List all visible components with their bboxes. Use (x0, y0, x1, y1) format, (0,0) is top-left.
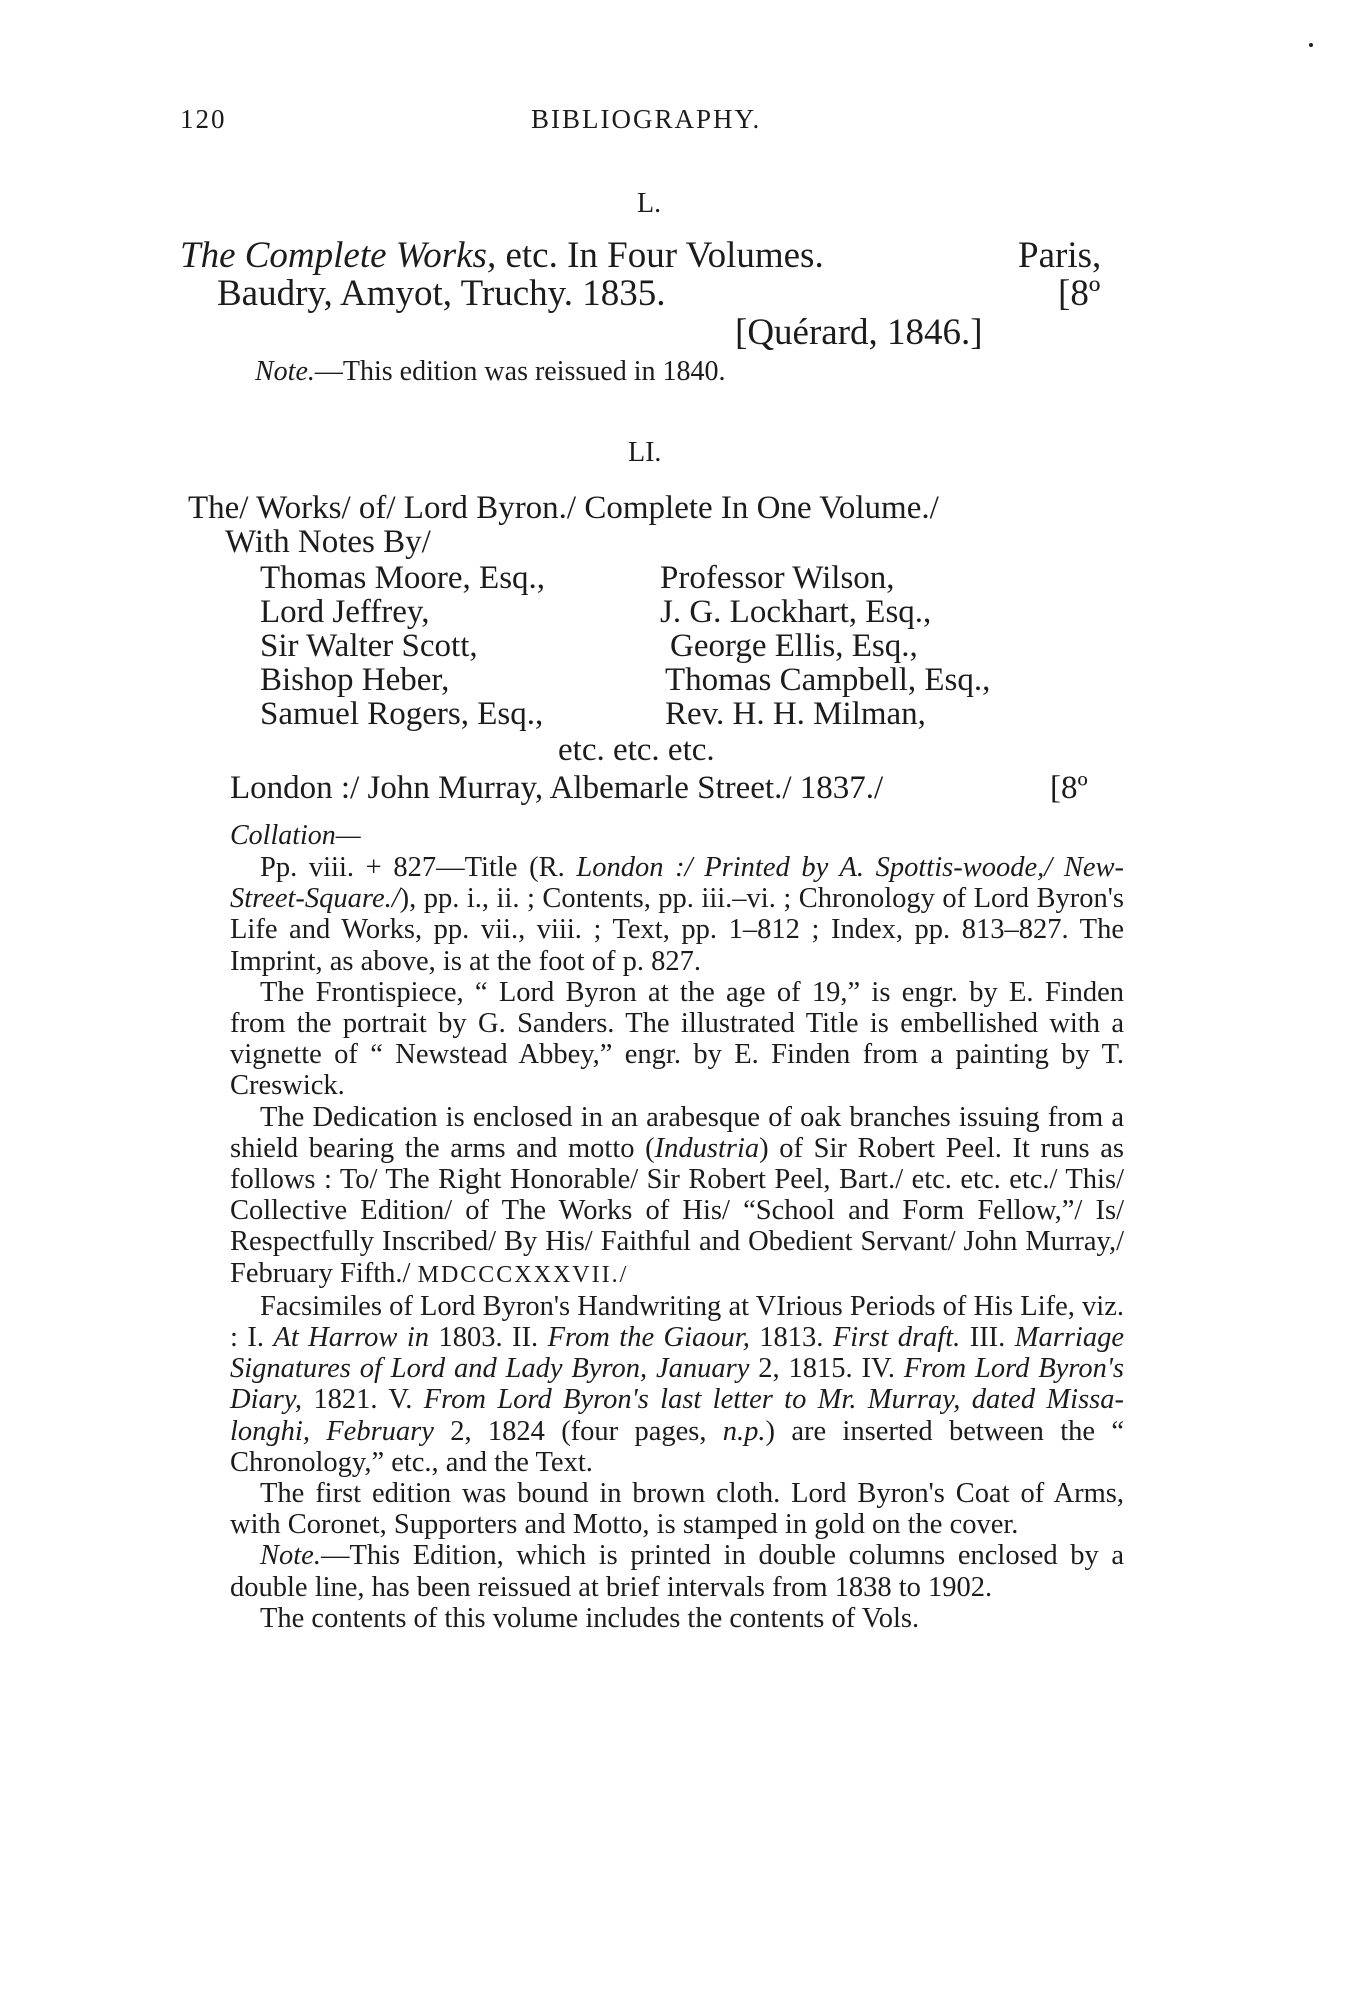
collation-label: Collation— (230, 820, 361, 851)
page-number: 120 (180, 104, 227, 134)
entry-l-title: The Complete Works, (180, 235, 497, 276)
contributor-right: J. G. Lockhart, Esq., (660, 594, 932, 630)
contents-paragraph: The contents of this volume includes the contents of Vols. (260, 1602, 920, 1634)
contributor-right: Professor Wilson, (660, 560, 895, 596)
entry-li-numeral: LI. (628, 437, 662, 468)
contributor-left: Thomas Moore, Esq., (260, 560, 546, 596)
entry-l-publisher: Baudry, Amyot, Truchy. 1835. (217, 273, 666, 314)
entry-l-volumes: etc. In Four Volumes. (505, 235, 824, 276)
facsimiles-paragraph: Facsimiles of Lord Byron's Handwriting at VIrious Periods of His Life, viz. : I. At Harrow in 1803. II. From the Giaour, 1813. First draft. III. Marriage Signatures of Lord and Lady Byron, January 2, 1815. IV. From Lord Byron's Diary, 1821. V. From Lord Byron's last letter to Mr. Murray, dated Missa-longhi, February 2, 1824 (four pages, n.p.) are inserted between the “ Chronology,” etc., and the Text. (230, 1290, 1125, 1478)
contributor-left: Sir Walter Scott, (260, 628, 478, 664)
binding-paragraph: The first edition was bound in brown cloth. Lord Byron's Coat of Arms, with Coronet, Supporters and Motto, is stamped in gold on the cover. (230, 1478, 1124, 1541)
entry-li-etc: etc. etc. etc. (558, 732, 715, 768)
running-title: BIBLIOGRAPHY. (531, 104, 762, 134)
entry-li-imprint: London :/ John Murray, Albemarle Street./ 1837./ (230, 770, 884, 806)
entry-li-format: [8º (1050, 770, 1088, 806)
entry-l-format: [8º (1058, 273, 1101, 314)
entry-li-body (230, 852, 1124, 1634)
note-paragraph: Note.—This Edition, which is printed in double columns enclosed by a double line, has been reissued at brief intervals from 1838 to 1902. (230, 1540, 1124, 1603)
entry-li-title-line1: The/ Works/ of/ Lord Byron./ Complete In One Volume./ (188, 490, 939, 526)
entry-l-place: Paris, (1018, 235, 1102, 276)
entry-l-numeral: L. (637, 188, 662, 219)
scan-speck (1309, 43, 1313, 47)
contributor-left: Bishop Heber, (260, 662, 450, 698)
entry-l-note (255, 356, 726, 388)
contributor-right: Thomas Campbell, Esq., (665, 662, 991, 698)
entry-l-note-label: Note. (255, 356, 315, 387)
contributor-right: George Ellis, Esq., (670, 628, 918, 664)
frontispiece-paragraph: The Frontispiece, “ Lord Byron at the age of 19,” is engr. by E. Finden from the portrait by G. Sanders. The illustrated Title is embellished with a vignette of “ Newstead Abbey,” engr. by E. Finden from a painting by T. Creswick. (230, 976, 1124, 1102)
contributor-right: Rev. H. H. Milman, (665, 696, 926, 732)
entry-l-reference: [Quérard, 1846.] (735, 312, 983, 353)
dedication-paragraph: The Dedication is enclosed in an arabesque of oak branches issuing from a shield bearing the arms and motto (Industria) of Sir Robert Peel. It runs as follows : To/ The Right Honorable/ Sir Robert Peel, Bart./ etc. etc. etc./ This/ Collective Edition/ of The Works of His/ “School and Form Fellow,”/ Is/ Respectfully Inscribed/ By His/ Faithful and Obedient Servant/ John Murray,/ February Fifth./ MDCCCXXXVII./ (230, 1101, 1124, 1289)
contributor-left: Samuel Rogers, Esq., (260, 696, 544, 732)
entry-li-title-line2: With Notes By/ (225, 524, 431, 560)
entry-l-note-text: —This edition was reissued in 1840. (314, 356, 726, 387)
collation-paragraph: Pp. viii. + 827—Title (R. London :/ Printed by A. Spottis-woode,/ New-Street-Square./), pp. i., ii. ; Contents, pp. iii.–vi. ; Chronology of Lord Byron's Life and Works, pp. vii., viii. ; Text, pp. 1–812 ; Index, pp. 813–827. The Imprint, as above, is at the foot of p. 827. (230, 852, 1124, 977)
entry-l-title-line (180, 236, 824, 276)
contributor-left: Lord Jeffrey, (260, 594, 430, 630)
